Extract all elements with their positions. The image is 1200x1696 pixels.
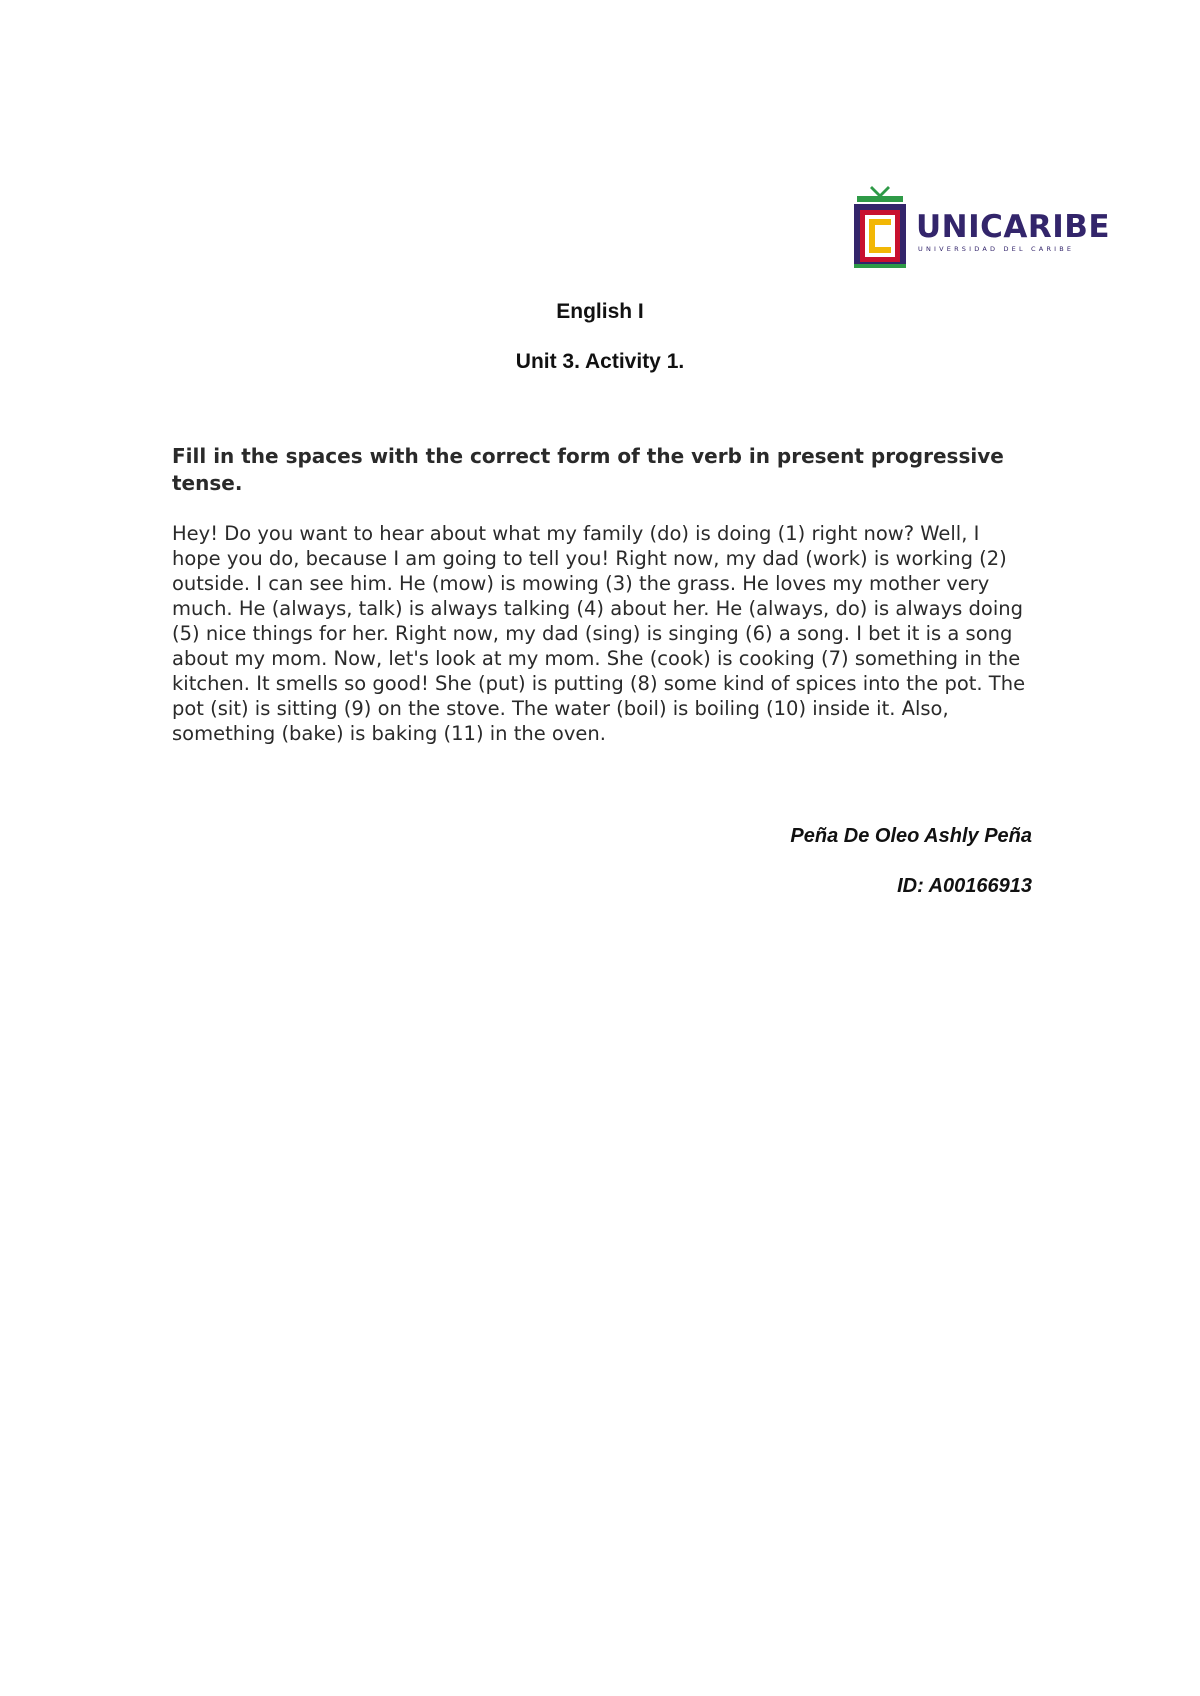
course-title: English I — [556, 300, 644, 323]
student-name: Peña De Oleo Ashly Peña — [790, 825, 1032, 847]
logo-subtitle: UNIVERSIDAD DEL CARIBE — [918, 245, 1075, 253]
activity-title: Unit 3. Activity 1. — [515, 350, 685, 373]
unicaribe-emblem-icon — [852, 184, 908, 270]
exercise-paragraph: Hey! Do you want to hear about what my family (do) is doing (1) right now? Well, I hope you do, because I am going to tell you! Right now, my dad (work) is working (2) outside. I can see him. He (mow) is mowing (3) the grass. He loves my mother very much. He (always, talk) is always talking (4) about her. He (always, do) is always doing (5) nice things for her. Right now, my dad (sing) is singing (6) a song. I bet it is a song about my mom. Now, let's look at my mom. She (cook) is cooking (7) something in the kitchen. It smells so good! She (put) is putting (8) some kind of spices into the pot. The pot (sit) is sitting (9) on the stove. The water (boil) is boiling (10) inside it. Also, something (bake) is baking (11) in the oven. — [172, 522, 1026, 745]
student-id: ID: A00166913 — [897, 875, 1032, 897]
logo-wordmark: UNICARIBE — [916, 209, 1111, 245]
unicaribe-logo — [852, 184, 1111, 270]
exercise-instruction: Fill in the spaces with the correct form of the verb in present progressive tense. — [172, 444, 1004, 495]
